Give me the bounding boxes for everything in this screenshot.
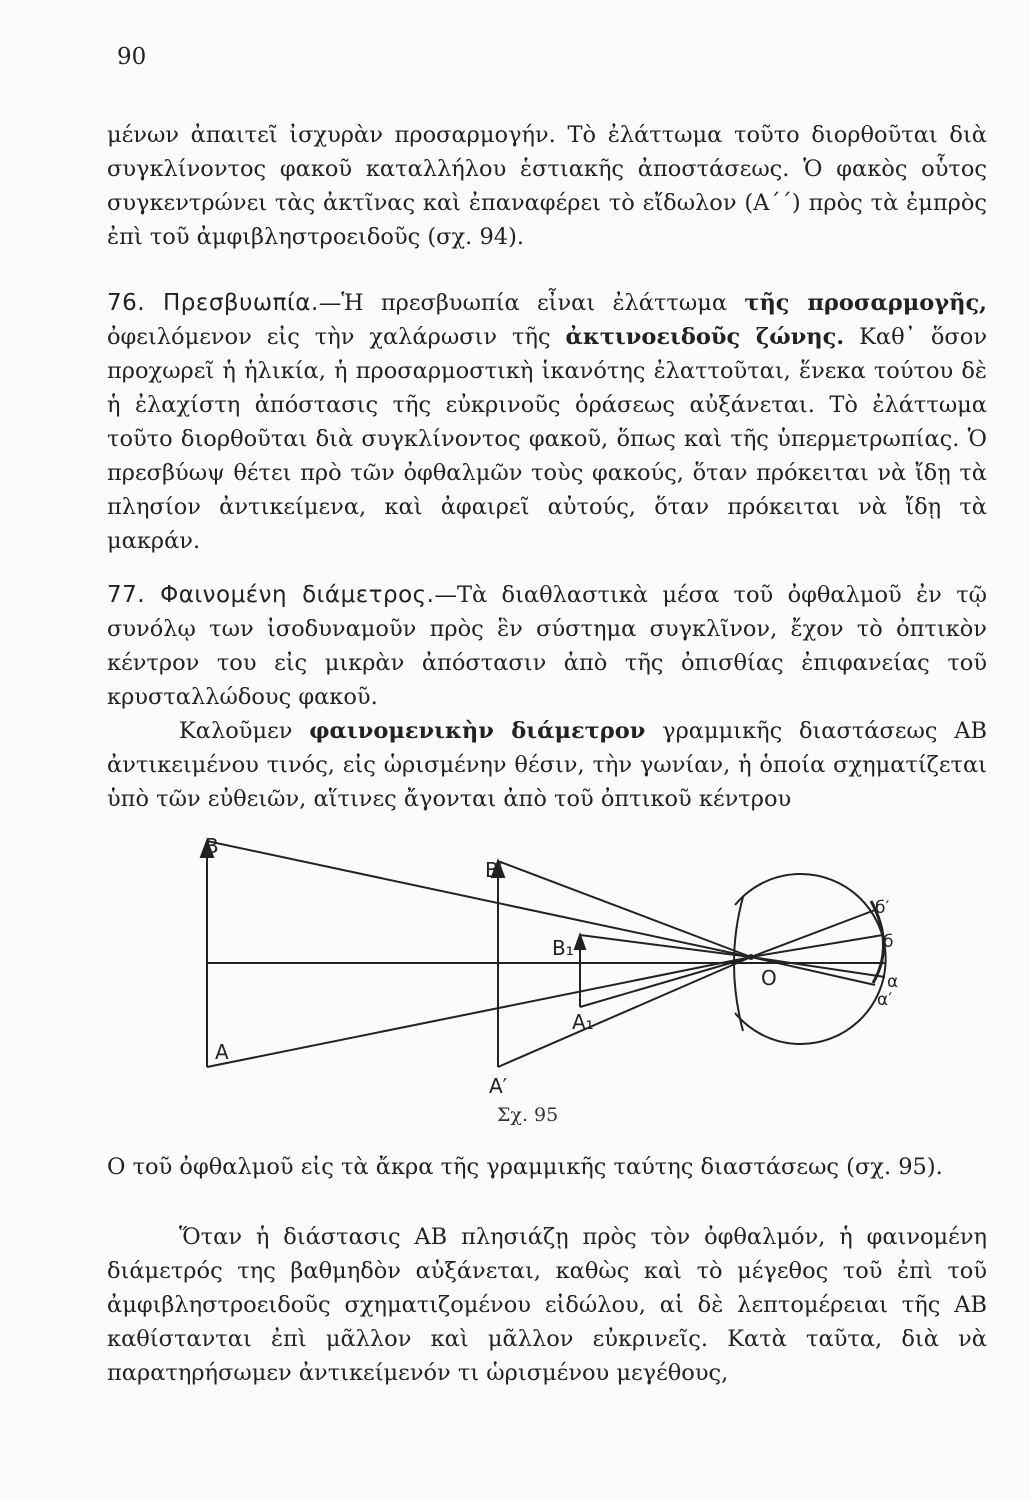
paragraph-continuation: μένων ἀπαιτεῖ ἰσχυρὰν προσαρμογήν. Τὸ ἐλάττωμα τοῦτο διορθοῦται διὰ συγκλίνοντος φακοῦ καταλλήλου ἑστιακῆς ἀποστάσεως. Ὁ φακὸς οὗτος συγκεντρώνει τὰς ἀκτῖνας καὶ ἐπαναφέρει τὸ εἴδωλον (Α΄΄) πρὸς τὰ ἐμπρὸς ἐπὶ τοῦ ἀμφιβληστροειδοῦς (σχ. 94). [107, 122, 987, 250]
label-b-prime: б′ [875, 898, 890, 918]
section-77-heading: 77. Φαινομένη διάμετρος. [107, 582, 435, 608]
paragraph-last: Ὅταν ἡ διάστασις ΑΒ πλησιάζῃ πρὸς τὸν ὀφθαλμόν, ἡ φαινομένη διάμετρός της βαθμηδὸν αὐξάνεται, καθὼς καὶ τὸ μέγεθος τοῦ ἐπὶ τοῦ ἀμφιβληστροειδοῦς σχηματιζομένου εἰδώλου, αἱ δὲ λεπτομέρειαι τῆς ΑΒ καθίστανται ἐπὶ μᾶλλον καὶ μᾶλλον εὐκρινεῖς. Κατὰ ταῦτα, διὰ νὰ παρατηρήσωμεν ἀντικείμενόν τι ὡρισμένου μεγέθους, [107, 1224, 987, 1386]
label-O: O [761, 966, 777, 990]
label-a-prime: α′ [877, 990, 893, 1010]
ray-A1 [580, 957, 751, 1007]
section-76-text-1: —Ἡ πρεσβυωπία εἶναι ἐλάττωμα [318, 290, 745, 316]
label-B-prime: B′ [485, 858, 504, 882]
label-A: A [215, 1040, 229, 1064]
section-76 [107, 286, 987, 558]
figure-95-diagram [195, 835, 915, 1095]
ray-b-prime [751, 910, 875, 957]
definition-text-1: Καλοῦμεν [179, 718, 310, 744]
section-76-bold-1: τῆς προσαρμογῆς, [744, 290, 987, 316]
ray-b [751, 935, 883, 957]
label-B: B [205, 835, 219, 858]
label-b: б [883, 932, 894, 952]
section-76-text-2: ὀφειλόμενον εἰς τὴν χαλάρωσιν τῆς [107, 324, 566, 350]
definition-paragraph [107, 714, 987, 816]
definition-bold: φαινομενικὴν διάμετρον [309, 718, 646, 744]
label-B1: B₁ [552, 936, 574, 960]
figure-caption: Σχ. 95 [497, 1104, 559, 1126]
label-a: α [887, 972, 899, 992]
label-A1: A₁ [572, 1010, 594, 1034]
label-A-prime: A′ [489, 1074, 508, 1095]
ray-B [207, 841, 751, 957]
ray-A [207, 957, 751, 1067]
optical-center-O [748, 954, 754, 960]
section-77 [107, 578, 987, 714]
page-number: 90 [117, 44, 147, 70]
ray-Aprime [498, 957, 751, 1067]
paragraph-after-figure: Ο τοῦ ὀφθαλμοῦ εἰς τὰ ἄκρα τῆς γραμμικῆς ταύτης διαστάσεως (σχ. 95). [107, 1154, 943, 1180]
section-77-text-1: —Τὰ διαθλαστικὰ μέσα τοῦ ὀφθαλμοῦ ἐν τῷ συνόλῳ των ἰσοδυναμοῦν πρὸς ἓν σύστημα συγκλῖνον, ἔχον τὸ ὀπτικὸν κέντρον του εἰς μικρὰν ἀπόστασιν ἀπὸ τῆς ὀπισθίας ἐπιφανείας τοῦ κρυσταλλώδους φακοῦ. [107, 582, 987, 710]
section-76-text-3: Καθ᾽ ὅσον προχωρεῖ ἡ ἡλικία, ἡ προσαρμοστικὴ ἱκανότης ἐλαττοῦται, ἕνεκα τούτου δὲ ἡ ἐλαχίστη ἀπόστασις τῆς εὐκρινοῦς ὁράσεως αὐξάνεται. Τὸ ἐλάττωμα τοῦτο διορθοῦται διὰ συγκλίνοντος φακοῦ, ὅπως καὶ τῆς ὑπερμετρωπίας. Ὁ πρεσβύωψ θέτει πρὸ τῶν ὀφθαλμῶν τοὺς φακούς, ὅταν πρόκειται νὰ ἴδῃ τὰ πλησίον ἀντικείμενα, καὶ ἀφαιρεῖ αὐτούς, ὅταν πρόκειται νὰ ἴδῃ τὰ μακράν. [107, 324, 987, 554]
arrow-B1 [575, 935, 585, 949]
section-76-heading: 76. Πρεσβυωπία. [107, 290, 319, 316]
ray-Bprime [498, 861, 751, 957]
definition-text-2: γραμμικῆς διαστάσεως ΑΒ ἀντικειμένου τινός, εἰς ὡρισμένην θέσιν, τὴν γωνίαν, ἡ ὁποία σχηματίζεται ὑπὸ τῶν εὐθειῶν, αἵτινες ἄγονται ἀπὸ τοῦ ὀπτικοῦ κέντρου [107, 718, 987, 812]
section-76-bold-2: ἀκτινοειδοῦς ζώνης. [565, 324, 845, 350]
